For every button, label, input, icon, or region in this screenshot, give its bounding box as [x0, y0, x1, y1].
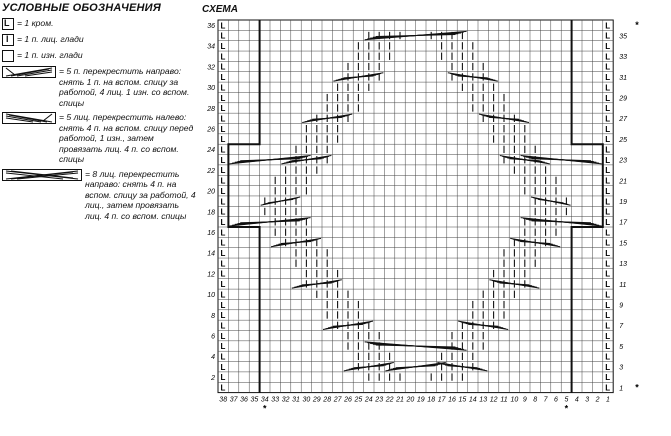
edge-stitch-mark: L [605, 186, 611, 196]
cross-left-5-icon [3, 113, 55, 123]
column-label: 5 [564, 396, 569, 404]
legend-item-cross-right-5 [2, 66, 197, 108]
edge-stitch-mark: L [220, 342, 226, 352]
edge-stitch-mark: L [605, 145, 611, 155]
row-label-right: 19 [619, 198, 627, 206]
edge-stitch-symbol [2, 18, 14, 30]
row-label-right: 23 [619, 157, 627, 165]
edge-stitch-mark: L [220, 73, 226, 83]
edge-stitch-mark: L [220, 352, 226, 362]
edge-stitch-mark: L [605, 342, 611, 352]
edge-stitch-mark: L [220, 290, 226, 300]
repeat-marker: * [263, 403, 267, 414]
column-label: 6 [554, 396, 558, 404]
edge-stitch-mark: L [605, 176, 611, 186]
edge-stitch-mark: L [220, 197, 226, 207]
edge-stitch-mark: L [220, 383, 226, 393]
legend-text-cross-right-5: = 5 п. перекрестить направо: снять 1 п. на вспом. спицу за работой, 4 лиц. 1 изн. со вспом. спицы [59, 66, 190, 108]
edge-stitch-mark: L [220, 362, 226, 372]
edge-stitch-mark: L [605, 73, 611, 83]
row-label-right: 27 [619, 116, 627, 124]
row-label-right: 9 [619, 302, 624, 310]
edge-stitch-mark: L [220, 135, 226, 145]
legend-text-cross-right-8: = 8 лиц. перекрестить направо: снять 4 п. на вспом. спицу за работой, 4 лиц., затем провязать лиц. 4 п. со вспом. спицы [85, 168, 196, 221]
row-label-right: 35 [619, 33, 627, 41]
column-label: 37 [229, 396, 238, 404]
row-label-right: 11 [619, 281, 627, 289]
column-label: 28 [323, 396, 332, 404]
edge-stitch-mark: L [220, 300, 226, 310]
edge-stitch-mark: L [220, 166, 226, 176]
column-label: 7 [543, 396, 548, 404]
row-label-right: 25 [619, 136, 627, 144]
row-label-left: 8 [211, 312, 215, 320]
edge-stitch-mark: L [605, 197, 611, 207]
row-label-right: 5 [619, 343, 624, 351]
edge-stitch-mark: L [220, 176, 226, 186]
legend-text-knit: = 1 п. лиц. глади [17, 34, 84, 44]
cross-right-8-icon [3, 170, 81, 180]
edge-stitch-mark: L [605, 331, 611, 341]
row-label-left: 6 [211, 333, 215, 341]
legend-item-knit [2, 34, 197, 46]
column-label: 22 [385, 396, 394, 404]
column-label: 36 [240, 396, 248, 404]
row-label-left: 22 [207, 167, 215, 175]
edge-stitch-mark: L [605, 321, 611, 331]
row-label-right: 13 [619, 261, 627, 269]
row-label-right: 1 [619, 385, 624, 393]
column-label: 18 [427, 396, 436, 404]
cross-left-5-symbol [2, 112, 56, 124]
legend-text-edge: = 1 кром. [17, 18, 54, 28]
column-label: 12 [489, 396, 498, 404]
edge-stitch-mark: L [220, 145, 226, 155]
row-label-right: 21 [619, 178, 627, 186]
edge-stitch-mark: L [220, 331, 226, 341]
row-label-left: 18 [207, 209, 215, 217]
edge-stitch-mark: L [220, 124, 226, 134]
edge-stitch-mark: L [605, 155, 611, 165]
column-label: 31 [292, 396, 300, 404]
column-label: 21 [396, 396, 404, 404]
edge-stitch-mark: L [220, 21, 226, 31]
edge-stitch-mark: L [605, 373, 611, 383]
edge-stitch-mark: L [605, 93, 611, 103]
column-label: 9 [522, 396, 527, 404]
row-label-left: 28 [207, 105, 215, 113]
row-label-left: 2 [211, 374, 215, 382]
edge-stitch-mark: L [220, 373, 226, 383]
column-label: 14 [468, 396, 477, 404]
knit-stitch-symbol [2, 34, 14, 46]
edge-stitch-mark: L [605, 207, 611, 217]
edge-stitch-mark: L [220, 311, 226, 321]
edge-stitch-mark: L [605, 238, 611, 248]
edge-stitch-mark: L [220, 186, 226, 196]
edge-stitch-mark: L [605, 352, 611, 362]
row-label-right: 31 [619, 74, 627, 82]
edge-stitch-mark: L [605, 21, 611, 31]
row-label-right: 7 [619, 323, 624, 331]
legend-item-cross-left-5 [2, 112, 197, 165]
column-label: 24 [364, 396, 373, 404]
edge-stitch-mark: L [220, 31, 226, 41]
row-label-left: 14 [207, 250, 215, 258]
edge-stitch-mark: L [220, 83, 226, 93]
column-label: 2 [595, 396, 600, 404]
row-label-left: 26 [207, 126, 215, 134]
edge-stitch-mark: L [220, 321, 226, 331]
edge-stitch-mark: L [605, 114, 611, 124]
column-label: 11 [500, 396, 508, 404]
edge-stitch-symbol-glyph: L [4, 18, 10, 28]
edge-stitch-mark: L [605, 62, 611, 72]
edge-stitch-mark: L [220, 104, 226, 114]
edge-stitch-mark: L [605, 362, 611, 372]
legend-text-cross-left-5: = 5 лиц. перекрестить налево: снять 4 п. на вспом. спицу перед работой, 1 изн., затем провязать лиц. 4 п. со вспом. спицы [59, 112, 194, 164]
edge-stitch-mark: L [605, 135, 611, 145]
edge-stitch-mark: L [605, 104, 611, 114]
column-label: 8 [533, 396, 538, 404]
column-label: 30 [302, 396, 311, 404]
column-label: 19 [416, 396, 425, 404]
row-label-left: 12 [207, 271, 215, 279]
edge-stitch-mark: L [220, 93, 226, 103]
cross-right-5-icon [3, 67, 55, 77]
edge-stitch-mark: L [220, 217, 226, 227]
column-label: 27 [333, 396, 342, 404]
column-label: 20 [406, 396, 415, 404]
edge-stitch-mark: L [220, 62, 226, 72]
row-label-left: 24 [207, 147, 215, 155]
edge-stitch-mark: L [605, 31, 611, 41]
column-label: 26 [344, 396, 352, 404]
edge-stitch-mark: L [220, 155, 226, 165]
purl-stitch-symbol [2, 50, 14, 62]
row-label-left: 36 [207, 23, 215, 30]
legend-item-cross-right-8 [2, 169, 197, 222]
column-label: 32 [281, 396, 290, 404]
knitting-chart [200, 14, 670, 434]
row-label-left: 10 [207, 292, 215, 300]
edge-stitch-mark: L [605, 383, 611, 393]
edge-stitch-mark: L [605, 166, 611, 176]
column-label: 25 [354, 396, 363, 404]
row-label-left: 32 [207, 64, 215, 72]
edge-stitch-mark: L [605, 249, 611, 258]
row-label-right: 3 [619, 364, 624, 372]
edge-stitch-mark: L [605, 42, 611, 51]
column-label: 34 [260, 396, 269, 404]
edge-stitch-mark: L [220, 249, 226, 258]
column-label: 29 [312, 396, 321, 404]
row-label-right: 33 [619, 54, 627, 62]
cross-right-5-symbol [2, 66, 56, 78]
column-label: 23 [375, 396, 384, 404]
edge-stitch-mark: L [220, 42, 226, 51]
row-label-left: 30 [207, 85, 215, 93]
column-label: 4 [574, 396, 579, 404]
edge-stitch-mark: L [605, 311, 611, 321]
edge-stitch-mark: L [220, 228, 226, 238]
edge-stitch-mark: L [605, 259, 611, 269]
row-label-right: 17 [619, 219, 627, 227]
chart-title: СХЕМА [202, 4, 238, 15]
legend-item-edge [2, 18, 197, 30]
column-label: 13 [479, 396, 488, 404]
legend-item-purl [2, 50, 197, 62]
repeat-marker: * [635, 20, 639, 30]
row-label-left: 16 [207, 230, 215, 237]
edge-stitch-mark: L [605, 290, 611, 300]
edge-stitch-mark: L [220, 269, 226, 279]
row-label-right: 29 [619, 95, 627, 103]
edge-stitch-mark: L [605, 269, 611, 279]
edge-stitch-mark: L [605, 300, 611, 310]
edge-stitch-mark: L [605, 124, 611, 134]
edge-stitch-mark: L [220, 259, 226, 269]
legend-title: УСЛОВНЫЕ ОБОЗНАЧЕНИЯ [2, 2, 161, 14]
edge-stitch-mark: L [605, 280, 611, 290]
cross-right-8-symbol [2, 169, 82, 181]
edge-stitch-mark: L [605, 228, 611, 238]
edge-stitch-mark: L [605, 217, 611, 227]
column-label: 10 [510, 396, 519, 404]
column-label: 15 [458, 396, 467, 404]
column-label: 16 [448, 396, 456, 404]
column-label: 17 [437, 396, 446, 404]
legend-text-purl: = 1 п. изн. глади [17, 50, 83, 60]
edge-stitch-mark: L [220, 280, 226, 290]
row-label-left: 34 [207, 43, 215, 51]
edge-stitch-mark: L [220, 114, 226, 124]
column-label: 33 [271, 396, 280, 404]
row-label-left: 4 [211, 354, 215, 362]
column-label: 35 [250, 396, 259, 404]
column-label: 3 [585, 396, 590, 404]
repeat-marker: * [635, 382, 639, 393]
edge-stitch-mark: L [220, 207, 226, 217]
column-label: 1 [606, 396, 610, 404]
row-label-right: 15 [619, 240, 627, 248]
knit-stitch-symbol-glyph: I [6, 34, 9, 44]
edge-stitch-mark: L [220, 238, 226, 248]
edge-stitch-mark: L [605, 52, 611, 62]
edge-stitch-mark: L [220, 52, 226, 62]
legend [2, 2, 197, 225]
repeat-marker: * [564, 403, 569, 414]
row-label-left: 20 [207, 188, 215, 196]
column-label: 38 [219, 396, 228, 404]
edge-stitch-mark: L [605, 83, 611, 93]
